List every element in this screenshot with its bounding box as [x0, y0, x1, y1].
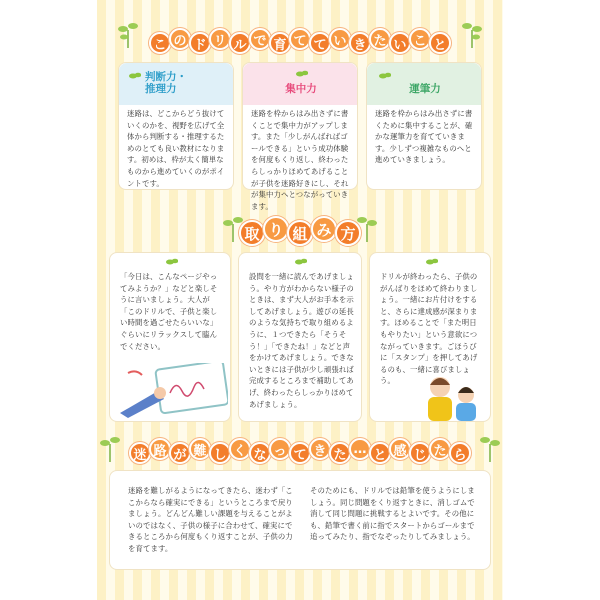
title-char: く	[229, 438, 251, 460]
card-focus-heading: 集中力	[285, 83, 317, 95]
drill-guide-page	[97, 0, 503, 600]
family-illustration	[420, 371, 486, 421]
title-char: っ	[269, 438, 291, 460]
title-char: 感	[389, 438, 411, 460]
section2-title	[97, 218, 503, 244]
approach-step1-text: 「今日は、こんなページやってみようか？」などと楽しそうに言いましょう。大人が「このドリルで、子供と楽しい時間を過ごせたらいいな」ぐらいにリラックスして臨んでください。	[120, 272, 218, 351]
title-char: が	[169, 442, 191, 464]
title-char: 迷	[129, 442, 151, 464]
title-char: こ	[149, 32, 171, 54]
title-char: 組	[287, 220, 313, 246]
difficulty-advice-right: そのためにも、ドリルでは鉛筆を使うようにしましょう。同じ問題をくり返すときに、消しゴムで消して同じ問題に挑戦するとよいです。その他にも、鉛筆で書く前に指でスタートからゴールまで追ってみたり、指でなぞったりしてみましょう。	[310, 486, 475, 542]
sprout-icon	[222, 212, 244, 242]
title-char: た	[429, 438, 451, 460]
title-char: の	[169, 28, 191, 50]
title-char: て	[309, 32, 331, 54]
title-char: 路	[149, 438, 171, 460]
difficulty-advice-left: 迷路を難しがるようになってきたら、迷わず「ここからなら確実にできる」というところまで戻りましょう。どんどん難しい課題を与えることがよいのではなく、子供の様子に合わせて、確実にできるところから何度もくり返すことが、子供の力を育てます。	[128, 486, 293, 553]
title-char: み	[311, 216, 337, 242]
title-char: ら	[449, 442, 471, 464]
card-penmanship-heading: 運筆力	[409, 83, 441, 95]
card-penmanship	[366, 62, 482, 190]
title-char: な	[249, 442, 271, 464]
sprout-icon	[461, 18, 483, 48]
title-char: リ	[209, 28, 231, 50]
card-judgment	[118, 62, 234, 190]
leaf-icon	[166, 257, 178, 267]
title-char: き	[309, 438, 331, 460]
sprout-icon	[99, 432, 121, 462]
approach-step1	[109, 252, 231, 422]
approach-step3	[369, 252, 491, 422]
section3-title	[97, 440, 503, 462]
title-char: ル	[229, 32, 251, 54]
card-focus	[242, 62, 358, 211]
sprout-icon	[356, 212, 378, 242]
leaf-icon	[426, 257, 438, 267]
title-char: 方	[335, 220, 361, 246]
card-judgment-body: 迷路は、どこからどう抜けていくのかを、視野を広げて全体から判断する・推理するためのとても良い教材になります。初めは、枠が太く簡単なものから進めていくのがポイントです。	[127, 109, 225, 188]
title-char: 難	[189, 438, 211, 460]
title-char: て	[289, 28, 311, 50]
leaf-icon	[296, 69, 308, 79]
title-char: 取	[239, 220, 265, 246]
title-char: た	[329, 442, 351, 464]
leaf-icon	[295, 257, 307, 267]
card-focus-body: 迷路を枠からはみ出さずに書くことで集中力がアップします。また「少しがんばればゴールできる」という成功体験を何度もくり返し、終わったらしっかりほめてあげることが子供を迷路好きにし、それが集中力へとつながっていきます。	[251, 109, 349, 211]
approach-step2	[238, 252, 362, 422]
title-char: い	[389, 32, 411, 54]
title-char: と	[429, 32, 451, 54]
card-judgment-heading: 判断力・ 推理力	[145, 71, 187, 95]
section1-title	[97, 30, 503, 52]
title-char: で	[249, 28, 271, 50]
approach-step2-text: 設問を一緒に読んであげましょう。やり方がわからない様子のときは、まず大人がお手本を示してあげましょう。遊びの延長のような気持ちで取り組めるように、１つできたら「そうそう！」「できたね！」などと声をかけてあげましょう。できないときには子供が少し頑張れば完成するところまで補助してあげ、終わったらしっかりほめてあげましょう。	[249, 272, 354, 409]
leaf-icon	[379, 71, 391, 81]
title-char: じ	[409, 442, 431, 464]
title-char: き	[349, 32, 371, 54]
title-char: り	[263, 216, 289, 242]
difficulty-advice	[109, 470, 491, 570]
tablet-illustration	[118, 363, 228, 418]
title-char: て	[289, 442, 311, 464]
title-char: た	[369, 28, 391, 50]
title-char: …	[349, 438, 371, 460]
approach-step3-text: ドリルが終わったら、子供のがんばりをほめて終わりましょう。一緒にお片付けをすると、さらに達成感が深まります。ほめることで「また明日もやりたい」という意欲につながっていきます。ごほうびに「スタンプ」を押してあげるのも、一緒に喜びましょう。	[380, 272, 478, 386]
title-char: い	[329, 28, 351, 50]
title-char: 育	[269, 32, 291, 54]
sprout-icon	[479, 432, 501, 462]
title-char: ド	[189, 32, 211, 54]
sprout-icon	[117, 18, 139, 48]
title-char: こ	[409, 28, 431, 50]
card-penmanship-body: 迷路を枠からはみ出さずに書くために集中することが、確かな運筆力を育てていきます。少しずつ複雑なものへと進めていきましょう。	[375, 109, 473, 165]
title-char: と	[369, 442, 391, 464]
title-char: し	[209, 442, 231, 464]
leaf-icon	[129, 71, 141, 81]
